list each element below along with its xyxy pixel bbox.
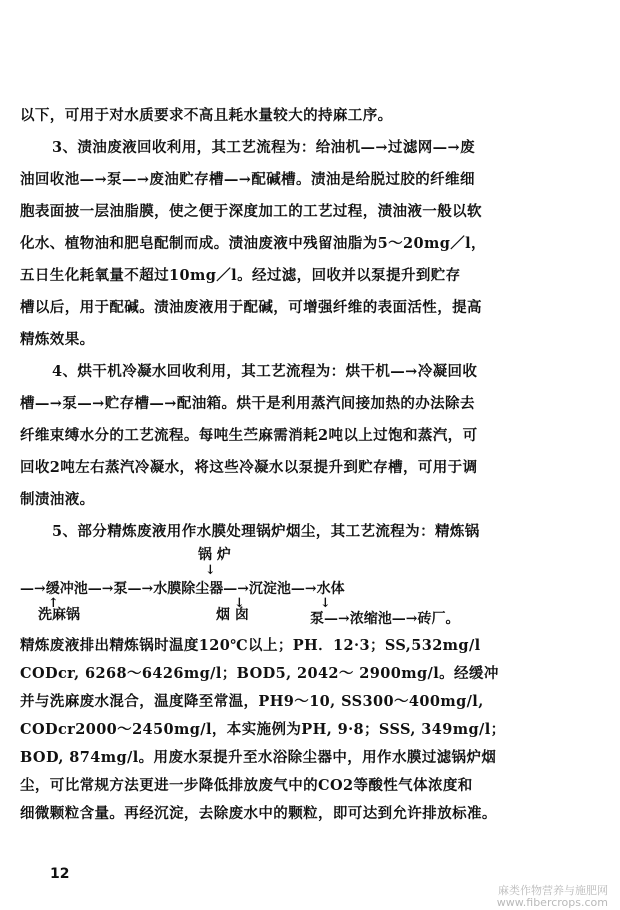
text-line-5: 化水、植物油和肥皂配制而成。渍油废液中残留油脂为5～20mg／l， xyxy=(20,235,486,252)
text-line-7: 槽以后，用于配碱。渍油废液用于配碱，可增强纤维的表面活性，提高 xyxy=(20,299,482,316)
flow-smoke-label: 烟 囱 xyxy=(216,607,249,623)
text-line-21: 细微颗粒含量。再经沉淀，去除废水中的颗粒，即可达到允许排放标准。 xyxy=(20,805,497,822)
text-line-13: 制渍油液。 xyxy=(20,491,95,508)
arrow-down-icon: ↓ xyxy=(320,596,331,611)
page-number: 12 xyxy=(50,866,70,882)
text-line-1: 以下，可用于对水质要求不高且耗水量较大的持麻工序。 xyxy=(20,107,393,124)
watermark-url: www.fibercrops.com xyxy=(496,896,608,909)
text-line-19: BOD, 874mg/l。用废水泵提升至水浴除尘器中，用作水膜过滤锅炉烟 xyxy=(20,749,497,766)
text-line-4: 胞表面披一层油脂膜，使之便于深度加工的工艺过程，渍油液一般以软 xyxy=(20,203,482,220)
text-line-9: 4、烘干机冷凝水回收利用，其工艺流程为：烘干机—→冷凝回收 xyxy=(52,363,478,380)
flow-left-label: 洗麻锅 xyxy=(38,607,80,623)
text-line-6: 五日生化耗氧量不超过10mg／l。经过滤，回收并以泵提升到贮存 xyxy=(20,267,461,284)
arrow-up-icon: ↑ xyxy=(48,596,59,611)
arrow-down-icon: ↓ xyxy=(234,596,245,611)
text-line-20: 尘，可比常规方法更进一步降低排放废气中的CO2等酸性气体浓度和 xyxy=(20,777,473,794)
flow-boiler-label: 锅 炉 xyxy=(198,547,231,563)
arrow-down-icon: ↓ xyxy=(205,563,216,578)
text-line-11: 纤维束缚水分的工艺流程。每吨生苎麻需消耗2吨以上过饱和蒸汽，可 xyxy=(20,427,478,444)
text-line-16: CODcr, 6268～6426mg/l；BOD5, 2042～ 2900mg/l。经缓冲 xyxy=(20,665,499,682)
flow-right-line: 泵—→浓缩池—→砖厂。 xyxy=(310,611,460,627)
text-line-8: 精炼效果。 xyxy=(20,331,95,348)
text-line-17: 并与洗麻废水混合，温度降至常温，PH9～10, SS300～400mg/l, xyxy=(20,693,484,710)
watermark-text: 麻类作物营养与施肥网 xyxy=(498,884,608,897)
flow-main-line: —→缓冲池—→泵—→水膜除尘器—→沉淀池—→水体 xyxy=(20,581,345,597)
text-line-18: CODcr2000～2450mg/l，本实施例为PH, 9·8；SSS, 349mg/l； xyxy=(20,721,506,738)
text-line-15: 精炼废液排出精炼锅时温度120℃以上；PH．12·3；SS,532mg/l xyxy=(20,637,481,654)
text-line-3: 油回收池—→泵—→废油贮存槽—→配碱槽。渍油是给脱过胶的纤维细 xyxy=(20,171,475,188)
text-line-12: 回收2吨左右蒸汽冷凝水，将这些冷凝水以泵提升到贮存槽，可用于调 xyxy=(20,459,478,476)
text-line-14: 5、部分精炼废液用作水膜处理锅炉烟尘，其工艺流程为：精炼锅 xyxy=(52,523,480,540)
text-line-2: 3、渍油废液回收利用，其工艺流程为：给油机—→过滤网—→废 xyxy=(52,139,475,156)
text-line-10: 槽—→泵—→贮存槽—→配油箱。烘干是利用蒸汽间接加热的办法除去 xyxy=(20,395,475,412)
